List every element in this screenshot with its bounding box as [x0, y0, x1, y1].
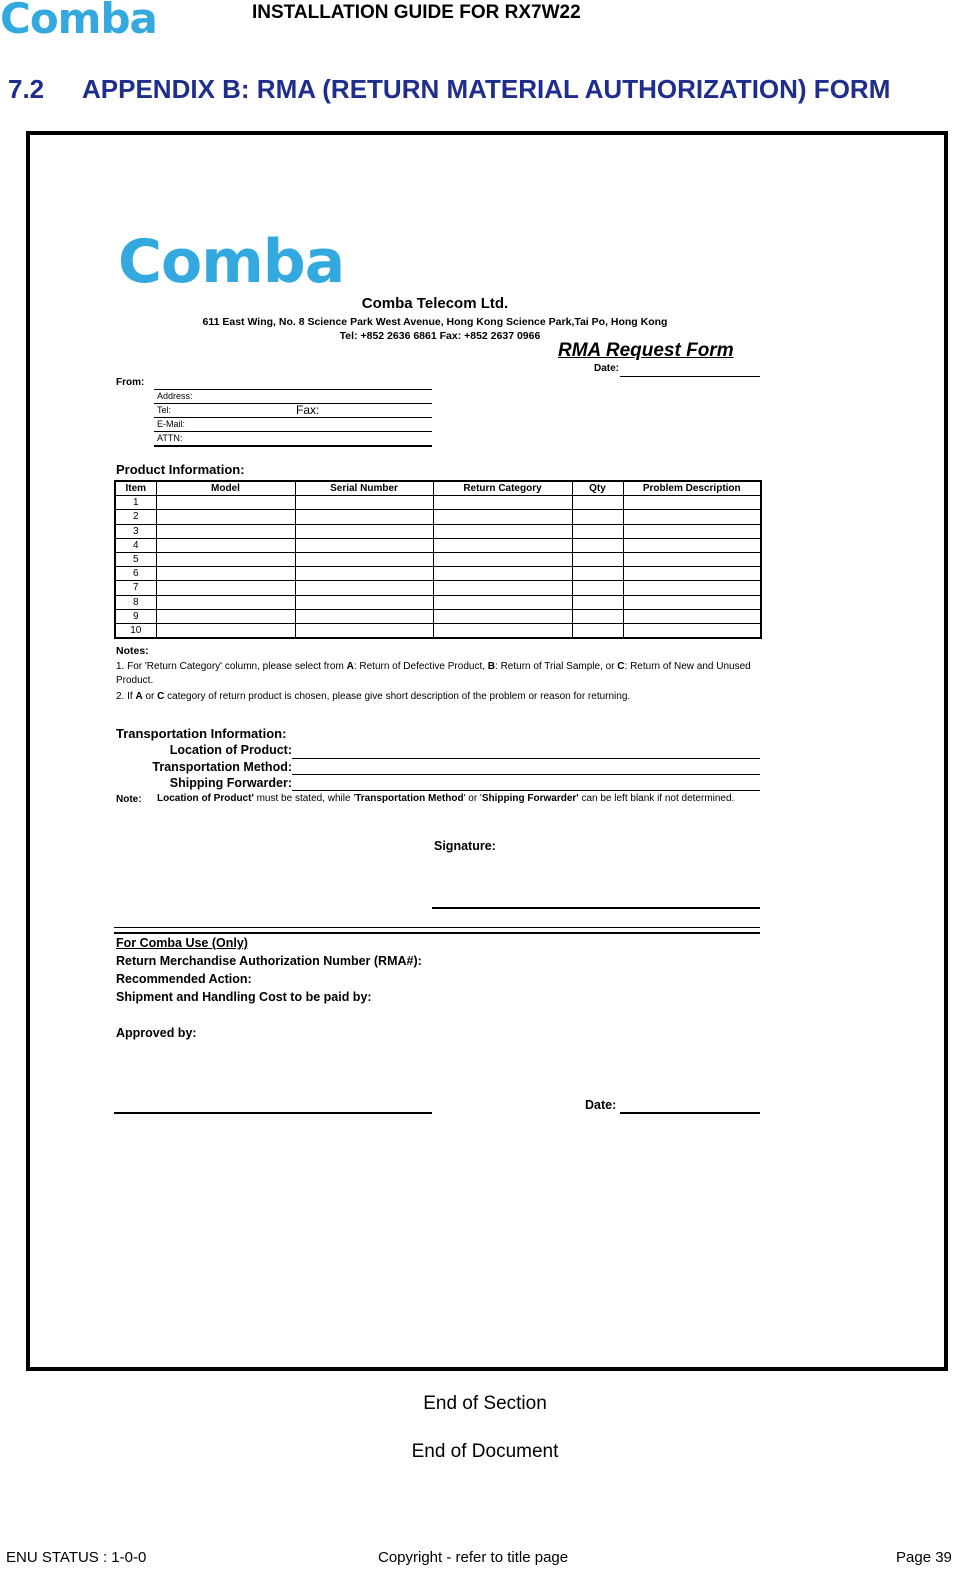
- item-number: 3: [115, 524, 156, 538]
- problem-cell[interactable]: [623, 567, 761, 581]
- table-row: [115, 581, 761, 595]
- product-table: [114, 480, 762, 639]
- email-label: E-Mail:: [157, 419, 186, 429]
- form-title: RMA Request Form: [558, 340, 734, 361]
- company-name: Comba Telecom Ltd.: [361, 295, 509, 312]
- end-of-document: End of Document: [411, 1441, 559, 1462]
- category-cell[interactable]: [433, 595, 572, 609]
- item-number: 5: [115, 552, 156, 566]
- section-heading: [8, 74, 890, 105]
- company-address: 611 East Wing, No. 8 Science Park West Avenue, Hong Kong Science Park,Tai Po, Hong Kong: [202, 316, 668, 328]
- fax-label: Fax:: [296, 403, 320, 417]
- category-cell[interactable]: [433, 510, 572, 524]
- method-line[interactable]: [292, 774, 760, 775]
- model-cell[interactable]: [156, 581, 295, 595]
- serial-cell[interactable]: [295, 552, 433, 566]
- category-cell[interactable]: [433, 567, 572, 581]
- qty-cell[interactable]: [572, 524, 623, 538]
- column-header-serial-number: Serial Number: [295, 481, 433, 496]
- serial-cell[interactable]: [295, 609, 433, 623]
- column-header-item: Item: [115, 481, 156, 496]
- table-row: [115, 524, 761, 538]
- column-header-problem-description: Problem Description: [623, 481, 761, 496]
- serial-cell[interactable]: [295, 567, 433, 581]
- tel-line: [154, 417, 432, 418]
- model-cell[interactable]: [156, 496, 295, 510]
- header-logo: Comba: [0, 0, 157, 43]
- email-line: [154, 431, 432, 432]
- document-title: INSTALLATION GUIDE FOR RX7W22: [252, 2, 581, 23]
- problem-cell[interactable]: [623, 524, 761, 538]
- transport-note: Location of Product' must be stated, while 'Transportation Method' or 'Shipping Forwarder' can be left blank if not determined.: [157, 793, 735, 804]
- item-number: 9: [115, 609, 156, 623]
- model-cell[interactable]: [156, 567, 295, 581]
- attn-line: [154, 445, 432, 447]
- address-label: Address:: [157, 391, 193, 401]
- signature-line[interactable]: [432, 907, 760, 909]
- transport-title: Transportation Information:: [116, 726, 287, 741]
- approved-by-line[interactable]: [114, 1112, 432, 1114]
- note-1: 1. For 'Return Category' column, please select from A: Return of Defective Product, B: Return of Trial Sample, or C: Return of New and Unused Product.: [116, 661, 751, 686]
- problem-cell[interactable]: [623, 609, 761, 623]
- section-number: 7.2: [8, 74, 45, 104]
- office-divider-bottom: [114, 932, 760, 934]
- category-cell[interactable]: [433, 609, 572, 623]
- qty-cell[interactable]: [572, 510, 623, 524]
- forwarder-line[interactable]: [292, 790, 760, 791]
- problem-cell[interactable]: [623, 581, 761, 595]
- category-cell[interactable]: [433, 581, 572, 595]
- model-cell[interactable]: [156, 510, 295, 524]
- table-row: [115, 538, 761, 552]
- table-row: [115, 510, 761, 524]
- category-cell[interactable]: [433, 496, 572, 510]
- serial-cell[interactable]: [295, 510, 433, 524]
- from-line: [154, 389, 432, 390]
- category-cell[interactable]: [433, 524, 572, 538]
- approval-date-line[interactable]: [620, 1112, 760, 1114]
- model-cell[interactable]: [156, 552, 295, 566]
- transport-note-label: Note:: [116, 794, 142, 805]
- note-2: 2. If A or C category of return product is chosen, please give short description of the problem or reason for returning.: [116, 691, 631, 702]
- qty-cell[interactable]: [572, 496, 623, 510]
- item-number: 4: [115, 538, 156, 552]
- office-title: For Comba Use (Only): [116, 936, 248, 950]
- model-cell[interactable]: [156, 609, 295, 623]
- column-header-model: Model: [156, 481, 295, 496]
- method-label: Transportation Method:: [152, 760, 292, 774]
- item-number: 1: [115, 496, 156, 510]
- model-cell[interactable]: [156, 623, 295, 638]
- serial-cell[interactable]: [295, 581, 433, 595]
- section-title: APPENDIX B: RMA (RETURN MATERIAL AUTHORIZATION) FORM: [82, 74, 891, 104]
- attn-label: ATTN:: [157, 433, 183, 443]
- tel-label: Tel:: [157, 405, 172, 415]
- qty-cell[interactable]: [572, 595, 623, 609]
- category-cell[interactable]: [433, 538, 572, 552]
- product-info-title: Product Information:: [116, 462, 245, 477]
- location-label: Location of Product:: [169, 743, 292, 757]
- signature-label: Signature:: [434, 839, 496, 853]
- form-logo: Comba: [118, 227, 345, 297]
- problem-cell[interactable]: [623, 623, 761, 638]
- problem-cell[interactable]: [623, 595, 761, 609]
- shipping-cost-label: Shipment and Handling Cost to be paid by:: [116, 990, 372, 1004]
- item-number: 10: [115, 623, 156, 638]
- item-number: 7: [115, 581, 156, 595]
- serial-cell[interactable]: [295, 496, 433, 510]
- item-number: 6: [115, 567, 156, 581]
- column-header-return-category: Return Category: [433, 481, 572, 496]
- rma-number-label: Return Merchandise Authorization Number (RMA#):: [116, 954, 422, 968]
- item-number: 8: [115, 595, 156, 609]
- table-header-row: [115, 481, 761, 496]
- footer-copyright: Copyright - refer to title page: [378, 1549, 569, 1566]
- qty-cell[interactable]: [572, 552, 623, 566]
- table-row: [115, 496, 761, 510]
- table-row: [115, 552, 761, 566]
- model-cell[interactable]: [156, 538, 295, 552]
- problem-cell[interactable]: [623, 538, 761, 552]
- model-cell[interactable]: [156, 524, 295, 538]
- column-header-qty: Qty: [572, 481, 623, 496]
- qty-cell[interactable]: [572, 609, 623, 623]
- serial-cell[interactable]: [295, 538, 433, 552]
- recommended-action-label: Recommended Action:: [116, 972, 252, 986]
- date-line: [620, 376, 760, 377]
- notes-title: Notes:: [116, 645, 149, 657]
- end-of-section: End of Section: [423, 1393, 547, 1414]
- problem-cell[interactable]: [623, 510, 761, 524]
- footer-status: ENU STATUS : 1-0-0: [6, 1549, 147, 1566]
- from-label: From:: [116, 377, 145, 388]
- office-divider-top: [114, 927, 760, 928]
- date-label: Date:: [594, 363, 620, 374]
- qty-cell[interactable]: [572, 581, 623, 595]
- item-number: 2: [115, 510, 156, 524]
- qty-cell[interactable]: [572, 567, 623, 581]
- address-line: [154, 403, 432, 404]
- table-row: [115, 623, 761, 638]
- problem-cell[interactable]: [623, 496, 761, 510]
- serial-cell[interactable]: [295, 623, 433, 638]
- table-row: [115, 609, 761, 623]
- forwarder-label: Shipping Forwarder:: [169, 776, 292, 790]
- qty-cell[interactable]: [572, 538, 623, 552]
- company-contact: Tel: +852 2636 6861 Fax: +852 2637 0966: [339, 330, 541, 342]
- problem-cell[interactable]: [623, 552, 761, 566]
- approval-date-label: Date:: [585, 1098, 617, 1112]
- serial-cell[interactable]: [295, 524, 433, 538]
- model-cell[interactable]: [156, 595, 295, 609]
- qty-cell[interactable]: [572, 623, 623, 638]
- table-row: [115, 567, 761, 581]
- location-line[interactable]: [292, 758, 760, 759]
- serial-cell[interactable]: [295, 595, 433, 609]
- category-cell[interactable]: [433, 623, 572, 638]
- category-cell[interactable]: [433, 552, 572, 566]
- footer-page-number: Page 39: [896, 1549, 952, 1566]
- table-row: [115, 595, 761, 609]
- approved-by-label: Approved by:: [116, 1026, 197, 1040]
